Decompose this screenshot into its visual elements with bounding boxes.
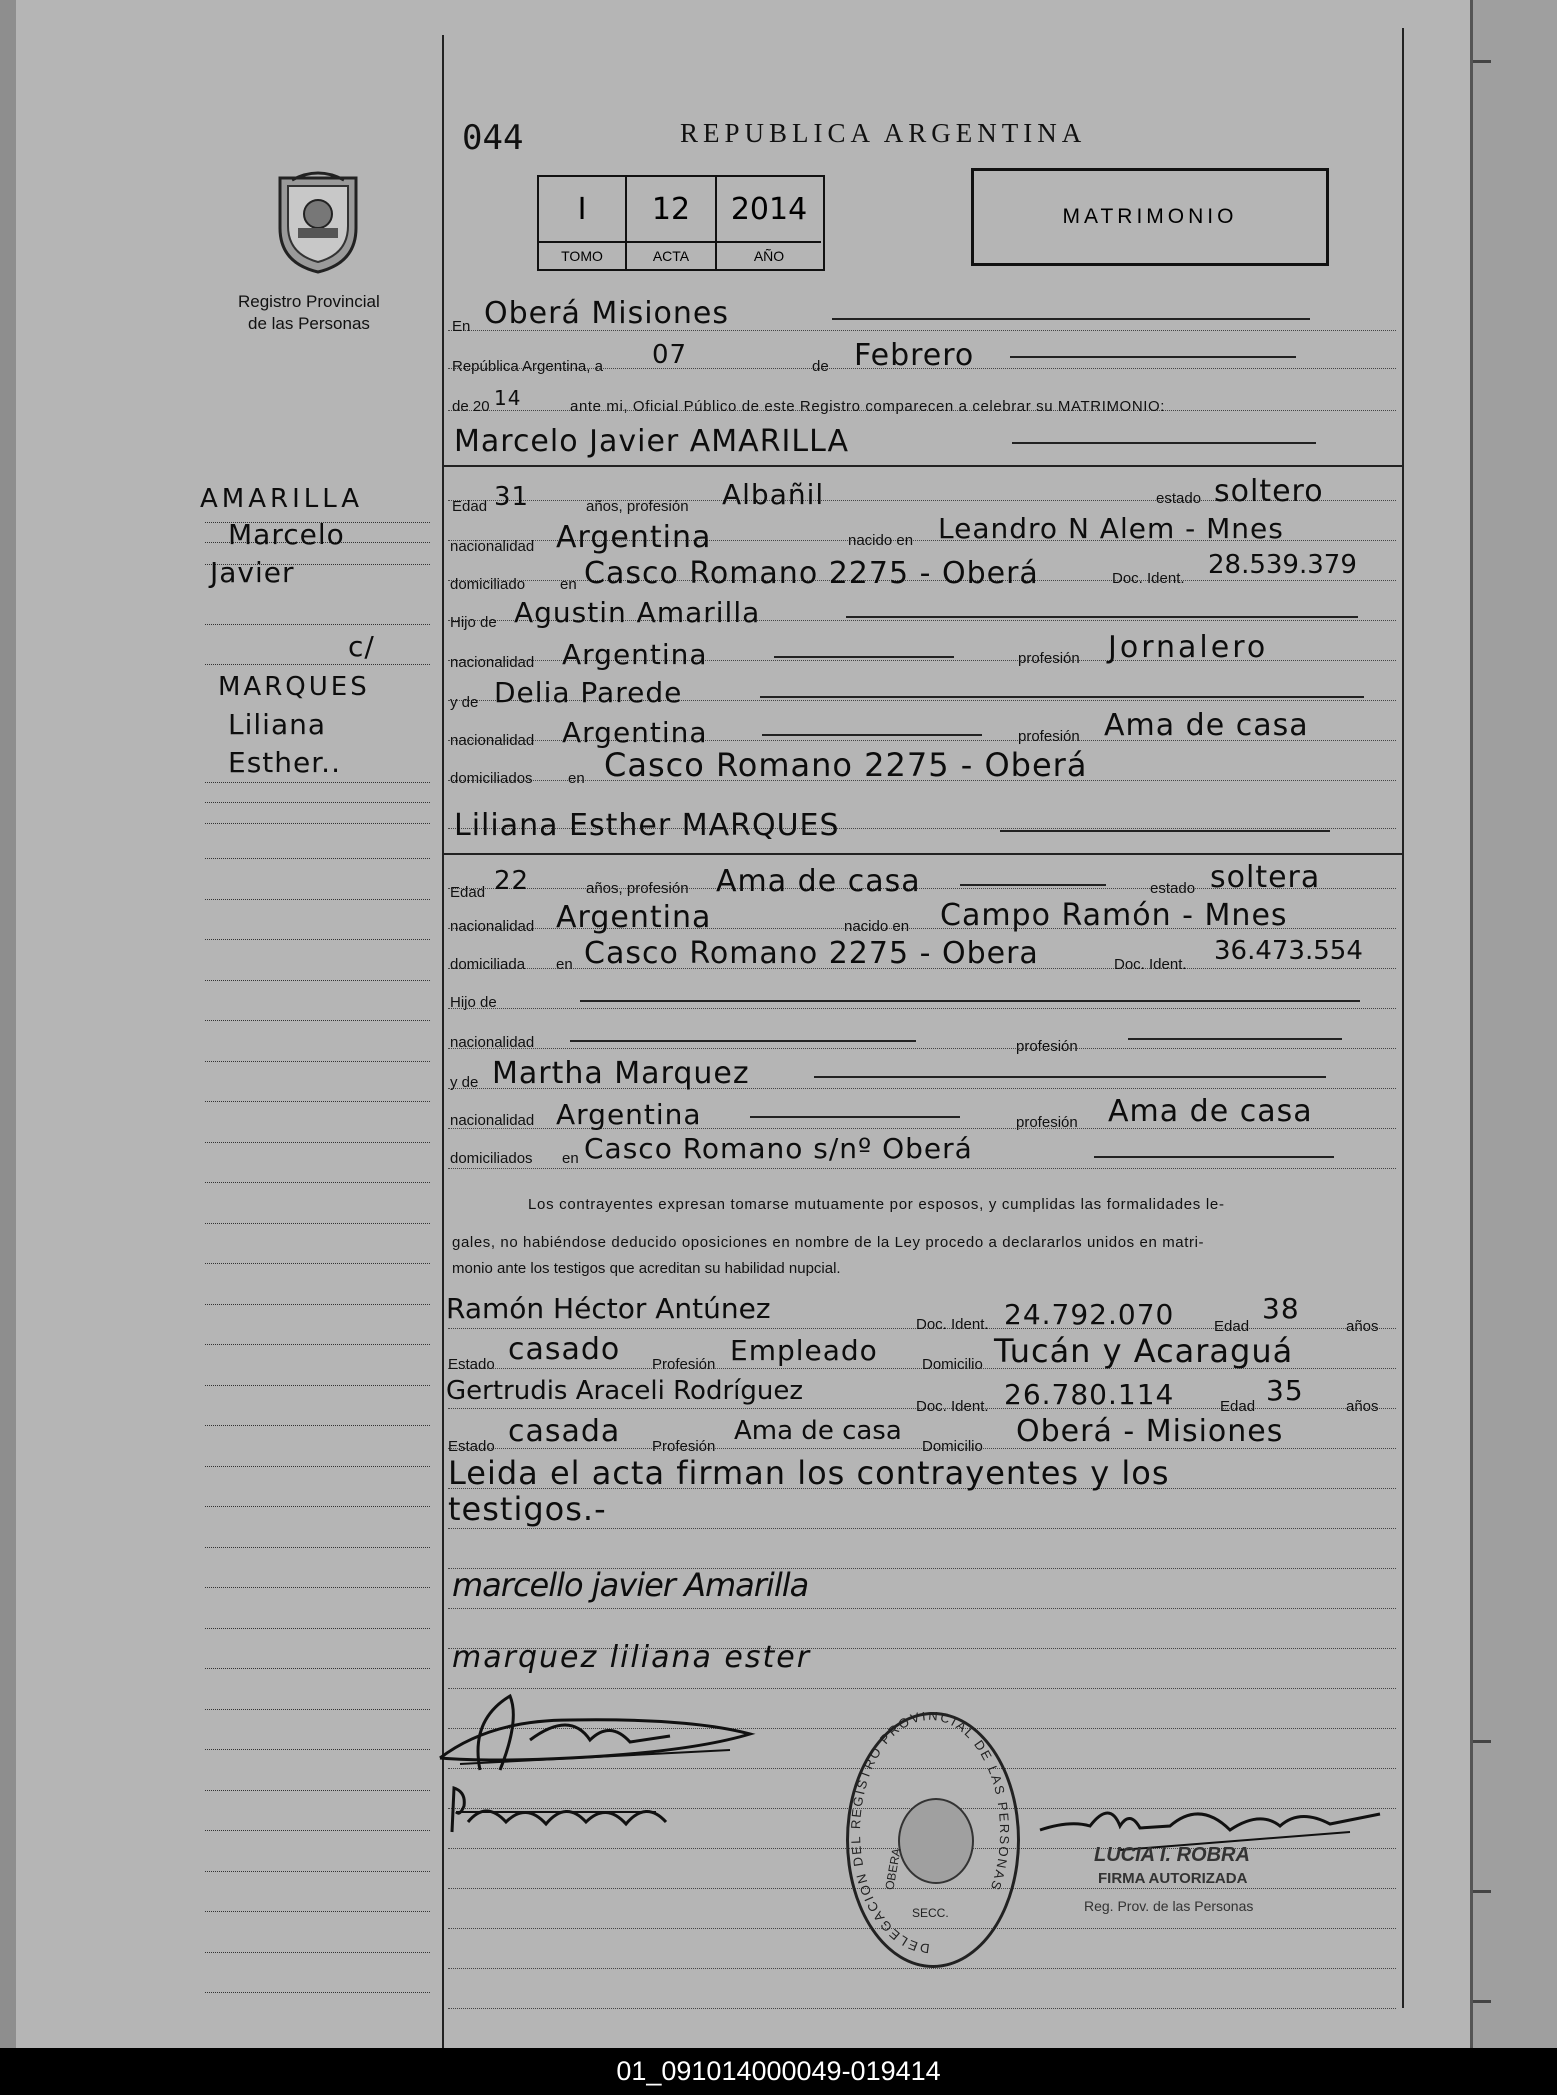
bride-doc-label: Doc. Ident. [1114, 956, 1187, 973]
seal-ring-svg [846, 1712, 1014, 1967]
bride-mother: Martha Marquez [492, 1056, 750, 1091]
year-prefix: de 20 [452, 398, 490, 415]
country-title: REPUBLICA ARGENTINA [680, 118, 1087, 148]
en-label: En [452, 318, 471, 335]
witness2-doc-label: Doc. Ident. [916, 1398, 989, 1415]
groom-parents-domicile: Casco Romano 2275 - Oberá [604, 746, 1088, 784]
witness2-estado: casada [508, 1414, 621, 1449]
witness1-domicile: Tucán y Acaraguá [994, 1332, 1294, 1370]
officer-title: FIRMA AUTORIZADA [1098, 1870, 1248, 1887]
groom-mother-nat: Argentina [562, 716, 708, 749]
bride-estado-label: estado [1150, 880, 1196, 897]
bride-nacido-label: nacido en [844, 918, 910, 935]
witness2-name: Gertrudis Araceli Rodríguez [446, 1376, 803, 1406]
month: Febrero [854, 338, 975, 373]
witness1-profesion-label: Profesión [652, 1356, 716, 1373]
page-number: 044 [462, 118, 524, 158]
groom-father: Agustin Amarilla [514, 596, 761, 629]
bride-mother-prof: Ama de casa [1108, 1094, 1313, 1129]
signature-witness2 [446, 1782, 676, 1847]
province-logo [272, 168, 364, 276]
groom-anos-profesion: años, profesión [586, 498, 689, 515]
witness2-domicilio-label: Domicilio [922, 1438, 983, 1455]
groom-doc: 28.539.379 [1208, 550, 1357, 580]
record-type-box [971, 168, 1329, 266]
groom-edad-label: Edad [452, 498, 488, 515]
signature-witness1 [430, 1680, 760, 1785]
legal-line2: gales, no habiéndose deducido oposiciones en nombre de la Ley procedo a declararlos unidos en matri- [452, 1234, 1205, 1251]
bride-father-prof-label: profesión [1016, 1038, 1078, 1055]
legal-line1: Los contrayentes expresan tomarse mutuamente por esposos, y cumplidas las formalidades le- [528, 1196, 1225, 1213]
groom-hijo-label: Hijo de [450, 614, 497, 631]
margin-groom-name1: Marcelo [228, 518, 345, 551]
groom-doc-label: Doc. Ident. [1112, 570, 1185, 587]
ano-value: 2014 [730, 191, 808, 227]
bride-birthplace: Campo Ramón - Mnes [940, 898, 1288, 933]
seal-inner-left: OBERA [882, 1847, 904, 1891]
witness2-domicile: Oberá - Misiones [1016, 1414, 1284, 1449]
margin-groom-name2: Javier [210, 556, 295, 589]
groom-estado-label: estado [1156, 490, 1202, 507]
closing-line1: Leida el acta firman los contrayentes y los [448, 1454, 1170, 1492]
registry-line2: de las Personas [248, 314, 370, 333]
signature-bride: marquez liliana ester [452, 1640, 812, 1675]
groom-birthplace: Leandro N Alem - Mnes [938, 512, 1284, 545]
groom-mother-prof-label: profesión [1018, 728, 1080, 745]
bride-domicile: Casco Romano 2275 - Obera [584, 936, 1039, 971]
registry-line1: Registro Provincial [238, 292, 380, 311]
seal-inner-bottom: SECC. [912, 1906, 949, 1920]
bride-domiciliada-label: domiciliada [450, 956, 526, 973]
margin-bride-name2: Esther.. [228, 746, 341, 779]
witness2-profesion-label: Profesión [652, 1438, 716, 1455]
bride-edad-label: Edad [450, 884, 486, 901]
bride-nationality: Argentina [556, 900, 712, 935]
signature-groom: marcello javier Amarilla [452, 1566, 809, 1604]
bride-doc: 36.473.554 [1214, 936, 1363, 966]
witness1-edad-label: Edad [1214, 1318, 1250, 1335]
groom-full-name: Marcelo Javier AMARILLA [454, 424, 850, 459]
bride-hijo-label: Hijo de [450, 994, 497, 1011]
witness1-age: 38 [1262, 1292, 1300, 1325]
tomo-value: I [539, 177, 627, 241]
acta-label: ACTA [627, 241, 717, 269]
bride-yde-label: y de [450, 1074, 479, 1091]
officer-org: Reg. Prov. de las Personas [1084, 1898, 1254, 1914]
bride-parents-domicile: Casco Romano s/nº Oberá [584, 1132, 973, 1165]
groom-mother-prof: Ama de casa [1104, 708, 1309, 743]
witness1-profession: Empleado [730, 1334, 878, 1367]
witness2-age: 35 [1266, 1374, 1304, 1407]
day: 07 [652, 340, 688, 370]
bride-mother-nat-label: nacionalidad [450, 1112, 535, 1129]
officer-name: LUCIA I. ROBRA [1094, 1844, 1250, 1866]
groom-father-nat: Argentina [562, 638, 708, 671]
witness1-anos-label: años [1346, 1318, 1379, 1335]
groom-age: 31 [494, 482, 530, 512]
right-frame-line [1402, 28, 1404, 2008]
witness1-name: Ramón Héctor Antúnez [446, 1292, 771, 1325]
bride-nacionalidad-label: nacionalidad [450, 918, 535, 935]
place: Oberá Misiones [484, 296, 730, 331]
ano-label: AÑO [717, 241, 821, 269]
witness2-estado-label: Estado [448, 1438, 495, 1455]
groom-profession: Albañil [722, 478, 825, 511]
bride-profession: Ama de casa [716, 864, 921, 899]
document-id: 01_091014000049-019414 [616, 2056, 941, 2086]
groom-estado: soltero [1214, 474, 1324, 509]
de-label: de [812, 358, 829, 375]
bride-father-nat-label: nacionalidad [450, 1034, 535, 1051]
groom-nationality: Argentina [556, 520, 712, 555]
bride-mother-nat: Argentina [556, 1098, 702, 1131]
book-spine [1470, 0, 1557, 2048]
groom-separator [442, 465, 1402, 467]
groom-domiciliados-en: en [568, 770, 585, 787]
closing-line2: testigos.- [448, 1490, 607, 1528]
groom-nacionalidad-label: nacionalidad [450, 538, 535, 555]
bride-estado: soltera [1210, 860, 1321, 895]
bride-separator [442, 853, 1402, 855]
margin-bride-name1: Liliana [228, 708, 326, 741]
bride-anos-profesion: años, profesión [586, 880, 689, 897]
witness1-estado: casado [508, 1332, 621, 1367]
seal-ring-textpath: DELEGACION DEL REGISTRO PROVINCIAL DE LAS PERSONAS [847, 1712, 1013, 1957]
groom-yde-label: y de [450, 694, 479, 711]
page-edge [0, 0, 16, 2048]
margin-bride-surname: MARQUES [218, 672, 370, 702]
witness2-anos-label: años [1346, 1398, 1379, 1415]
groom-father-nat-label: nacionalidad [450, 654, 535, 671]
witness1-doc: 24.792.070 [1004, 1298, 1175, 1331]
groom-en-label: en [560, 576, 577, 593]
year-suffix: 14 [494, 386, 522, 410]
tomo-label: TOMO [539, 241, 627, 269]
witness2-doc: 26.780.114 [1004, 1378, 1175, 1411]
legal-line3: monio ante los testigos que acreditan su habilidad nupcial. [452, 1260, 841, 1277]
witness1-estado-label: Estado [448, 1356, 495, 1373]
groom-father-prof-label: profesión [1018, 650, 1080, 667]
witness1-doc-label: Doc. Ident. [916, 1316, 989, 1333]
witness1-domicilio-label: Domicilio [922, 1356, 983, 1373]
intro-tail: ante mi, Oficial Público de este Registro comparecen a celebrar su MATRIMONIO: [570, 398, 1166, 415]
tomo-acta-ano-table [537, 175, 825, 271]
groom-domiciliado-label: domiciliado [450, 576, 526, 593]
acta-value: 12 [627, 177, 717, 241]
bride-full-name: Liliana Esther MARQUES [454, 808, 840, 843]
groom-father-prof: Jornalero [1108, 630, 1269, 665]
groom-domiciliados-label: domiciliados [450, 770, 533, 787]
bride-domiciliados-en: en [562, 1150, 579, 1167]
scan-footer [0, 2048, 1557, 2095]
republica-label: República Argentina, a [452, 358, 603, 375]
bride-mother-prof-label: profesión [1016, 1114, 1078, 1131]
margin-connector: c/ [348, 630, 375, 663]
margin-groom-surname: AMARILLA [200, 484, 364, 514]
groom-mother: Delia Parede [494, 676, 683, 709]
witness2-profession: Ama de casa [734, 1416, 902, 1446]
record-type: MATRIMONIO [1062, 205, 1238, 228]
bride-age: 22 [494, 866, 530, 896]
groom-nacido-label: nacido en [848, 532, 914, 549]
bride-domiciliados-label: domiciliados [450, 1150, 533, 1167]
groom-domicile: Casco Romano 2275 - Oberá [584, 556, 1039, 591]
witness2-edad-label: Edad [1220, 1398, 1256, 1415]
bride-en-label: en [556, 956, 573, 973]
groom-mother-nat-label: nacionalidad [450, 732, 535, 749]
